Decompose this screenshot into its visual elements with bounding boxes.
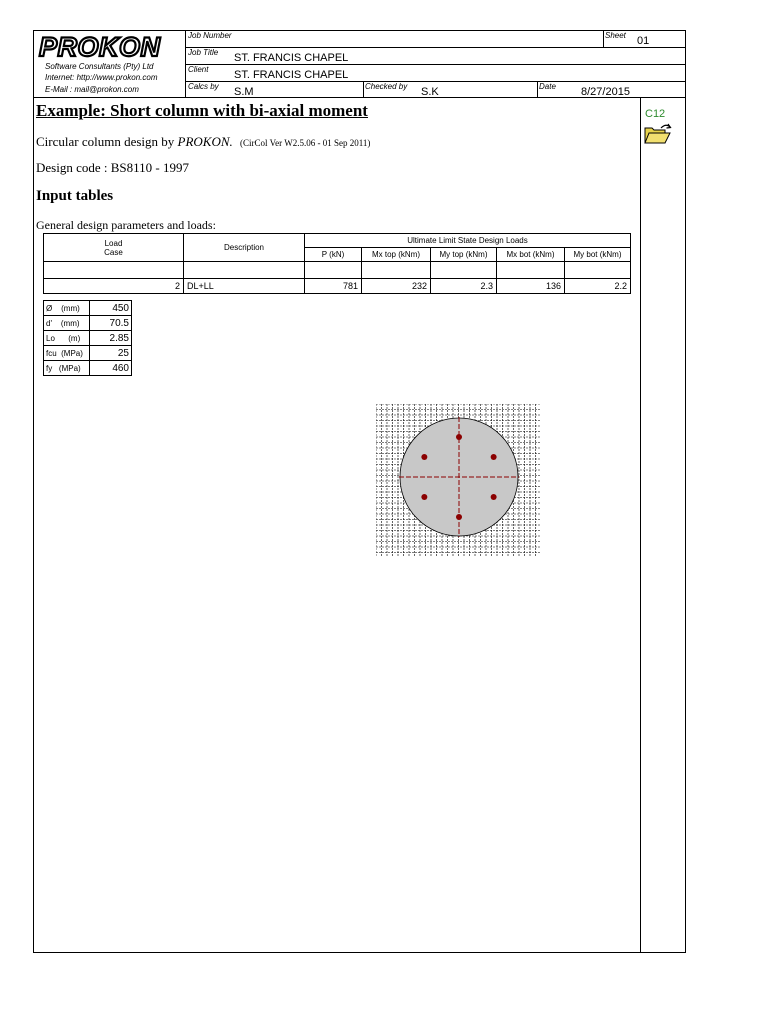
load-case-cell: 2 [44, 279, 184, 294]
rebar [456, 434, 462, 440]
blank-cell [565, 262, 631, 279]
blank-cell [362, 262, 431, 279]
prokon-logo [37, 33, 183, 61]
param-row [44, 316, 132, 331]
design-loads-table [43, 233, 631, 294]
design-line [36, 134, 370, 150]
column-header: Mx bot (kNm) [497, 248, 565, 262]
column-header: My bot (kNm) [565, 248, 631, 262]
checked-by-label: Checked by [365, 82, 408, 91]
blank-cell [184, 262, 305, 279]
blank-cell [305, 262, 362, 279]
description-header: Description [184, 234, 305, 262]
param-value: 2.85 [90, 331, 132, 346]
design-code: Design code : BS8110 - 1997 [36, 160, 189, 175]
param-row [44, 301, 132, 316]
value-cell: 136 [497, 279, 565, 294]
client-value: ST. FRANCIS CHAPEL [234, 69, 349, 81]
param-label: Lo (m) [44, 331, 90, 346]
company-name: Software Consultants (Pty) Ltd [45, 62, 154, 71]
design-line-prokon: PROKON. [177, 134, 233, 149]
description-cell: DL+LL [184, 279, 305, 294]
header-divider [537, 81, 538, 97]
blank-cell [44, 262, 184, 279]
param-value: 70.5 [90, 316, 132, 331]
param-label: d' (mm) [44, 316, 90, 331]
rebar [491, 494, 497, 500]
header-divider [363, 81, 364, 97]
column-header: P (kN) [305, 248, 362, 262]
param-value: 460 [90, 361, 132, 376]
page-title: Example: Short column with bi-axial moment [36, 101, 368, 120]
param-row [44, 331, 132, 346]
value-cell: 781 [305, 279, 362, 294]
value-cell: 232 [362, 279, 431, 294]
load-case-header: Load Case [44, 234, 184, 262]
blank-cell [431, 262, 497, 279]
param-value: 25 [90, 346, 132, 361]
param-value: 450 [90, 301, 132, 316]
calcs-by-label: Calcs by [188, 82, 219, 91]
margin-divider [640, 97, 641, 953]
rebar [421, 454, 427, 460]
rebar [421, 494, 427, 500]
header-divider [603, 30, 604, 48]
job-title-label: Job Title [188, 48, 219, 57]
column-header: My top (kNm) [431, 248, 497, 262]
reference-label: C12 [645, 108, 666, 120]
sheet-label: Sheet [605, 31, 626, 40]
company-internet: Internet: http://www.prokon.com [45, 73, 158, 82]
header-divider [185, 64, 686, 65]
input-tables-heading: Input tables [36, 188, 114, 204]
header-divider [185, 81, 686, 82]
svg-text:PROKON: PROKON [39, 33, 161, 61]
ultimate-loads-group-header: Ultimate Limit State Design Loads [305, 234, 631, 248]
date-label: Date [539, 82, 556, 91]
param-label: fcu (MPa) [44, 346, 90, 361]
checked-by-value: S.K [421, 86, 439, 98]
header-divider [185, 47, 686, 48]
date-value: 8/27/2015 [581, 86, 630, 98]
client-label: Client [188, 65, 209, 74]
general-params-label: General design parameters and loads: [36, 218, 216, 232]
param-row [44, 346, 132, 361]
value-cell: 2.3 [431, 279, 497, 294]
design-line-prefix: Circular column design by [36, 134, 175, 149]
job-title-value: ST. FRANCIS CHAPEL [234, 52, 349, 64]
column-parameters-table [43, 300, 132, 376]
rebar [456, 514, 462, 520]
value-cell: 2.2 [565, 279, 631, 294]
param-label: fy (MPa) [44, 361, 90, 376]
column-section-drawing [376, 404, 540, 556]
blank-cell [497, 262, 565, 279]
param-label: Ø (mm) [44, 301, 90, 316]
calcs-by-value: S.M [234, 86, 254, 98]
sheet-value: 01 [637, 35, 650, 47]
column-header: Mx top (kNm) [362, 248, 431, 262]
rebar [491, 454, 497, 460]
open-folder-icon[interactable] [644, 123, 672, 145]
table-row [44, 279, 631, 294]
param-row [44, 361, 132, 376]
company-email: E-Mail : mail@prokon.com [45, 85, 139, 94]
design-line-version: (CirCol Ver W2.5.06 - 01 Sep 2011) [240, 138, 371, 148]
job-number-label: Job Number [188, 31, 232, 40]
